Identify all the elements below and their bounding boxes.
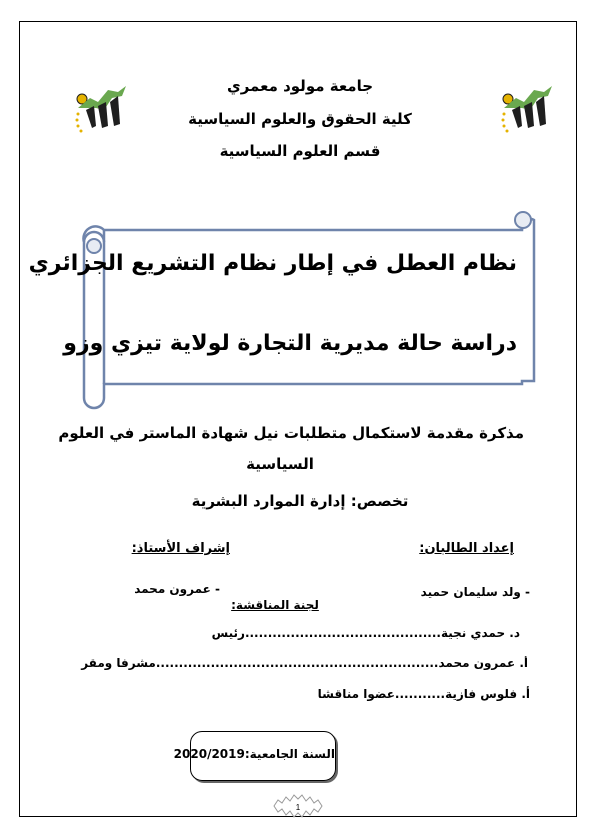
committee-member bbox=[86, 626, 520, 640]
supervision-label: إشراف الأستاذ: bbox=[131, 541, 230, 556]
committee-member bbox=[200, 687, 530, 701]
page-number-badge bbox=[268, 791, 328, 821]
thesis-subtitle: دراسة حالة مديرية التجارة لولاية تيزي وزو bbox=[63, 331, 517, 356]
title-scroll-banner bbox=[28, 206, 540, 411]
university-name: جامعة مولود معمري bbox=[226, 77, 374, 95]
academic-year-box bbox=[173, 731, 336, 781]
academic-year-value: 2020/2019 bbox=[173, 747, 245, 761]
committee-member-dots: ........... bbox=[394, 687, 446, 701]
prepared-by-label: إعداد الطالبان: bbox=[419, 541, 514, 556]
faculty-name: كلية الحقوق والعلوم السياسية bbox=[188, 110, 412, 128]
committee-member bbox=[80, 656, 528, 670]
committee-member-role: مشرفا ومقر bbox=[81, 656, 156, 670]
committee-member-role: عضوا مناقشا bbox=[317, 687, 395, 701]
committee-member-dots: ........................................... bbox=[244, 626, 441, 640]
committee-member-dots: .............................................................. bbox=[155, 656, 439, 670]
committee-member-role: رئيس bbox=[211, 626, 245, 640]
academic-year-label: السنة الجامعية: bbox=[244, 747, 335, 761]
academic-year bbox=[173, 747, 335, 761]
supervisor-name: - عمرون محمد bbox=[134, 582, 220, 596]
committee-member-name: أ. عمرون محمد bbox=[438, 656, 528, 670]
memo-statement-line1: مذكرة مقدمة لاستكمال متطلبات نيل شهادة الماستر في العلوم bbox=[58, 424, 524, 442]
committee-member-name: أ. فلوس فازية bbox=[445, 687, 530, 701]
specialty-value: إدارة الموارد البشرية bbox=[191, 492, 346, 510]
university-logo-left bbox=[68, 76, 130, 138]
committee-member-name: د. حمدي نجية bbox=[440, 626, 520, 640]
committee-label: لجنة المناقشة: bbox=[231, 598, 319, 612]
student-name: - ولد سليمان حميد bbox=[420, 585, 530, 599]
memo-statement-line2: السياسية bbox=[246, 455, 314, 473]
university-logo-right bbox=[494, 76, 556, 138]
department-name: قسم العلوم السياسية bbox=[219, 142, 381, 160]
thesis-title: نظام العطل في إطار نظام التشريع الجزائري bbox=[28, 251, 517, 276]
page-number: 1 bbox=[295, 803, 301, 812]
specialty bbox=[150, 492, 450, 510]
specialty-label: تخصص: bbox=[350, 492, 409, 510]
